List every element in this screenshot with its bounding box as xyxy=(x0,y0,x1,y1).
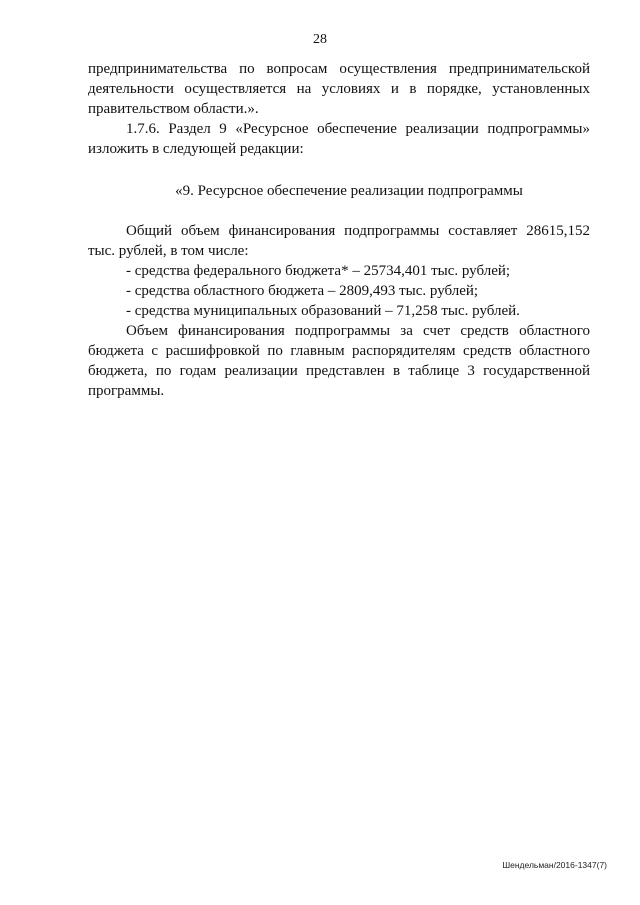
list-item-federal-budget: - средства федерального бюджета* – 25734,401 тыс. рублей; xyxy=(126,263,511,279)
footer-reference: Шендельман/2016-1347(7) xyxy=(502,860,607,870)
paragraph-continuation: предпринимательства по вопросам осуществления предпринимательской деятельности осуществляется на условиях и в порядке, установленных правительством области.». xyxy=(88,61,590,117)
paragraph-total-financing: Общий объем финансирования подпрограммы составляет 28615,152 тыс. рублей, в том числе: xyxy=(88,223,590,259)
page-number: 28 xyxy=(313,32,327,47)
list-item-regional-budget: - средства областного бюджета – 2809,493 тыс. рублей; xyxy=(126,283,479,299)
list-item-municipal-budget: - средства муниципальных образований – 71,258 тыс. рублей. xyxy=(126,303,520,319)
paragraph-regional-budget-breakdown: Объем финансирования подпрограммы за счет средств областного бюджета с расшифровкой по главным распорядителям средств областного бюджета, по годам реализации представлен в таблице 3 государственной программы. xyxy=(88,323,590,399)
paragraph-amendment-1-7-6: 1.7.6. Раздел 9 «Ресурсное обеспечение реализации подпрограммы» изложить в следующей редакции: xyxy=(88,121,590,157)
document-body xyxy=(88,59,590,401)
section-heading: «9. Ресурсное обеспечение реализации подпрограммы xyxy=(175,183,523,199)
